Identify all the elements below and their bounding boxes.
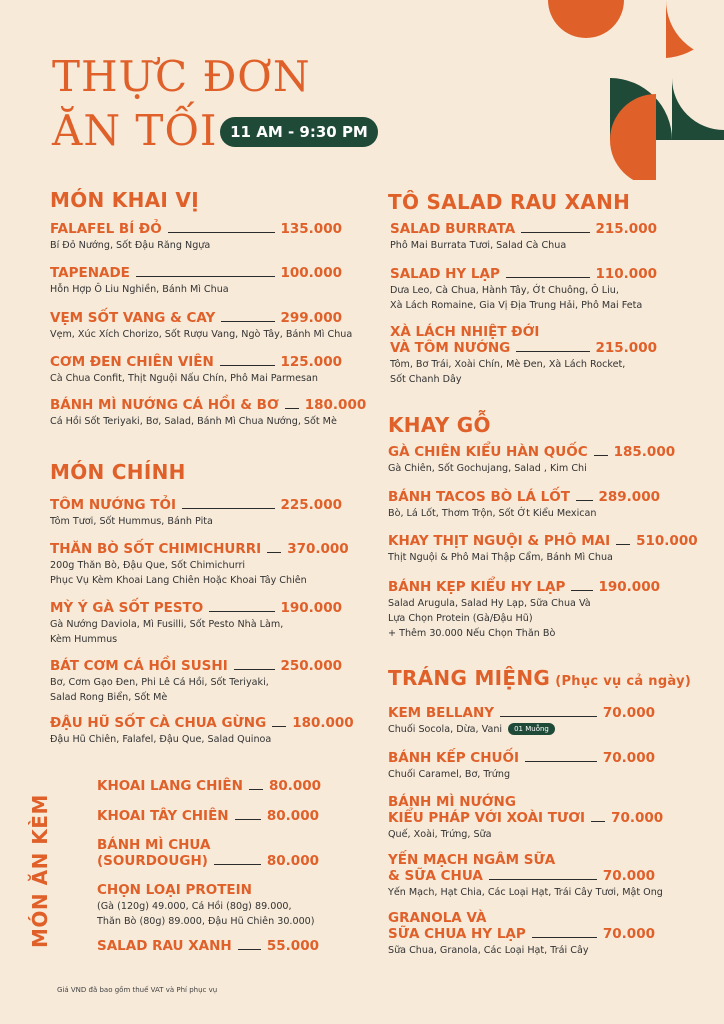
- menu-item-row: [50, 658, 342, 674]
- menu-item-name: MỲ Ý GÀ SỐT PESTO: [50, 600, 204, 616]
- menu-item-price: 70.000: [602, 926, 655, 942]
- menu-item-row: [50, 310, 342, 326]
- menu-item-name: SALAD BURRATA: [390, 221, 516, 237]
- menu-item: [50, 541, 349, 587]
- menu-item-name: ĐẬU HŨ SỐT CÀ CHUA GỪNG: [50, 715, 267, 731]
- menu-item-description: Cà Chua Confit, Thịt Nguội Nấu Chín, Phô Mai Parmesan: [50, 373, 318, 384]
- menu-item-description: + Thêm 30.000 Nếu Chọn Thăn Bò: [388, 628, 556, 639]
- menu-item: [388, 579, 660, 640]
- menu-item-row: [97, 938, 319, 954]
- menu-item-description: Kèm Hummus: [50, 634, 118, 645]
- menu-item: [388, 852, 663, 899]
- menu-item-description: Lựa Chọn Protein (Gà/Đậu Hũ): [388, 613, 533, 624]
- menu-item-name: KHAY THỊT NGUỘI & PHÔ MAI: [388, 533, 611, 549]
- menu-item-row: [50, 265, 342, 281]
- menu-item-description: Gà Chiên, Sốt Gochujang, Salad , Kim Chi: [388, 463, 587, 474]
- menu-item-description: Tôm Tươi, Sốt Hummus, Bánh Pita: [50, 516, 213, 527]
- menu-item: [50, 715, 354, 746]
- menu-item-description: Gà Nướng Daviola, Mì Fusilli, Sốt Pesto Nhà Làm,: [50, 619, 284, 630]
- menu-item-price: 190.000: [598, 579, 660, 595]
- menu-item: [97, 938, 319, 954]
- menu-item-price: 215.000: [595, 340, 657, 356]
- menu-item-name-line2: & SỮA CHUA: [388, 868, 483, 884]
- menu-item-price: 125.000: [280, 354, 342, 370]
- menu-item-description: Dưa Leo, Cà Chua, Hành Tây, Ớt Chuông, Ô Liu,: [390, 285, 619, 296]
- price-leader-line: [235, 819, 261, 820]
- menu-item-price: 289.000: [598, 489, 660, 505]
- price-leader-line: [168, 232, 275, 233]
- menu-item: [390, 266, 657, 312]
- menu-item-name: XÀ LÁCH NHIỆT ĐỚI: [390, 324, 540, 340]
- price-leader-line: [571, 590, 592, 591]
- menu-item-row: [388, 868, 655, 884]
- menu-item-description: Chuối Caramel, Bơ, Trứng: [388, 769, 511, 780]
- menu-item-name-line2: SỮA CHUA HY LẠP: [388, 926, 526, 942]
- menu-item-row: [97, 853, 319, 869]
- menu-item-name: SALAD HY LẠP: [390, 266, 500, 282]
- menu-item-name: CHỌN LOẠI PROTEIN: [97, 882, 252, 898]
- menu-item-price: 180.000: [292, 715, 354, 731]
- menu-item-price: 225.000: [280, 497, 342, 513]
- menu-item-row: [97, 778, 322, 794]
- menu-item-description: Thăn Bò (80g) 89.000, Đậu Hũ Chiên 30.000): [97, 916, 315, 927]
- menu-item-name: THĂN BÒ SỐT CHIMICHURRI: [50, 541, 262, 557]
- decorative-logo: [548, 0, 724, 180]
- price-leader-line: [576, 500, 593, 501]
- menu-item-description: Đậu Hũ Chiên, Falafel, Đậu Que, Salad Quinoa: [50, 734, 272, 745]
- price-leader-line: [214, 864, 261, 865]
- menu-item-name: BÁNH TACOS BÒ LÁ LỐT: [388, 489, 570, 505]
- price-leader-line: [489, 879, 597, 880]
- menu-item-row: [50, 600, 342, 616]
- menu-item: [388, 910, 655, 957]
- menu-item-price: 70.000: [602, 868, 655, 884]
- section-heading-mains: MÓN CHÍNH: [50, 460, 186, 484]
- menu-item: [388, 750, 655, 781]
- menu-item-name-line2: VÀ TÔM NƯỚNG: [390, 340, 511, 356]
- menu-item-name-line2: KIỂU PHÁP VỚI XOÀI TƯƠI: [388, 810, 586, 826]
- section-heading-salads: TÔ SALAD RAU XANH: [388, 190, 631, 214]
- price-leader-line: [209, 611, 274, 612]
- menu-item: [388, 489, 660, 520]
- menu-item-price: 110.000: [595, 266, 657, 282]
- price-leader-line: [516, 351, 589, 352]
- menu-item-description: Yến Mạch, Hạt Chia, Các Loại Hạt, Trái Cây Tươi, Mật Ong: [388, 887, 663, 898]
- menu-item-description: Xà Lách Romaine, Gia Vị Địa Trung Hải, Phô Mai Feta: [390, 300, 643, 311]
- menu-item-name: GRANOLA VÀ: [388, 910, 487, 926]
- page-title-line2: ĂN TỐI: [52, 106, 218, 155]
- menu-item-price: 55.000: [266, 938, 319, 954]
- menu-item-row: [388, 750, 655, 766]
- page-title-line1: THỰC ĐƠN: [52, 52, 311, 101]
- menu-item-description: Vẹm, Xúc Xích Chorizo, Sốt Rượu Vang, Ngò Tây, Bánh Mì Chua: [50, 329, 353, 340]
- menu-item-row: [50, 354, 342, 370]
- menu-item-name: KEM BELLANY: [388, 705, 495, 721]
- menu-item: [388, 533, 698, 564]
- menu-item-name: BÁT CƠM CÁ HỒI SUSHI: [50, 658, 228, 674]
- menu-item-price: 180.000: [304, 397, 367, 413]
- menu-item-row: [50, 715, 354, 731]
- menu-item-price: 100.000: [280, 265, 342, 281]
- menu-item-description: Phục Vụ Kèm Khoai Lang Chiên Hoặc Khoai Tây Chiên: [50, 575, 307, 586]
- menu-item-description: Salad Arugula, Salad Hy Lạp, Sữa Chua Và: [388, 598, 591, 609]
- section-heading-wooden-tray: KHAY GỖ: [388, 413, 491, 437]
- menu-item: [390, 221, 657, 252]
- menu-item-description: Bơ, Cơm Gạo Đen, Phi Lê Cá Hồi, Sốt Teriyaki,: [50, 677, 269, 688]
- menu-item: [50, 265, 342, 296]
- price-leader-line: [238, 949, 261, 950]
- menu-item-price: 215.000: [595, 221, 657, 237]
- menu-item-row: [388, 533, 698, 549]
- price-leader-line: [521, 232, 589, 233]
- menu-item-name: KHOAI TÂY CHIÊN: [97, 808, 229, 824]
- menu-item-row: [50, 221, 342, 237]
- menu-item-price: 80.000: [268, 778, 322, 794]
- menu-item-name: KHOAI LANG CHIÊN: [97, 778, 243, 794]
- menu-item-row: [388, 444, 676, 460]
- price-footnote: Giá VND đã bao gồm thuế VAT và Phí phục vụ: [57, 986, 218, 994]
- menu-item-description: Quế, Xoài, Trứng, Sữa: [388, 829, 492, 840]
- menu-item-description: Phô Mai Burrata Tươi, Salad Cà Chua: [390, 240, 567, 251]
- menu-item: [97, 808, 319, 824]
- menu-item: [97, 778, 322, 794]
- menu-item-row: [50, 397, 367, 413]
- price-leader-line: [267, 552, 281, 553]
- price-leader-line: [500, 716, 597, 717]
- menu-item-description: 200g Thăn Bò, Đậu Que, Sốt Chimichurri: [50, 560, 246, 571]
- price-leader-line: [285, 408, 299, 409]
- menu-item: [388, 794, 664, 841]
- opening-hours-badge: 11 AM - 9:30 PM: [220, 117, 378, 147]
- price-leader-line: [221, 321, 274, 322]
- menu-item-name: BÁNH KẸP KIỂU HY LẠP: [388, 579, 566, 595]
- menu-item-row: [97, 808, 319, 824]
- menu-item-price: 185.000: [613, 444, 676, 460]
- price-leader-line: [525, 761, 597, 762]
- side-dishes-vertical-label: MÓN ĂN KÈM: [28, 794, 52, 948]
- menu-item: [50, 354, 342, 385]
- price-leader-line: [591, 821, 605, 822]
- menu-item-description: Salad Rong Biển, Sốt Mè: [50, 692, 168, 703]
- menu-item-row: [388, 579, 660, 595]
- menu-item-name: YẾN MẠCH NGÂM SỮA: [388, 852, 556, 868]
- menu-item-name: TÔM NƯỚNG TỎI: [50, 497, 176, 513]
- menu-item: [50, 397, 367, 428]
- menu-item: [97, 837, 319, 869]
- dessert-subnote: (Phục vụ cả ngày): [555, 674, 692, 689]
- menu-item-description: Chuối Socola, Dừa, Vani 01 Muỗng: [388, 723, 655, 736]
- menu-item: [50, 658, 342, 704]
- price-leader-line: [616, 544, 630, 545]
- menu-item-price: 135.000: [280, 221, 342, 237]
- menu-item-price: 70.000: [611, 810, 664, 826]
- menu-item-price: 80.000: [266, 808, 319, 824]
- menu-item: [390, 324, 657, 386]
- section-heading-dessert: [388, 666, 691, 690]
- menu-item-row: [390, 266, 657, 282]
- price-leader-line: [506, 277, 590, 278]
- menu-item-name: BÁNH MÌ NƯỚNG: [388, 794, 516, 810]
- menu-item-name: BÁNH KẾP CHUỐI: [388, 750, 519, 766]
- menu-item-description: Cá Hồi Sốt Teriyaki, Bơ, Salad, Bánh Mì Chua Nướng, Sốt Mè: [50, 416, 337, 427]
- dessert-heading-text: TRÁNG MIỆNG: [388, 666, 551, 690]
- menu-item-price: 70.000: [602, 750, 655, 766]
- menu-item-name: SALAD RAU XANH: [97, 938, 232, 954]
- menu-item-name: TAPENADE: [50, 265, 130, 281]
- menu-item-name: BÁNH MÌ NƯỚNG CÁ HỒI & BƠ: [50, 397, 279, 413]
- price-leader-line: [136, 276, 275, 277]
- menu-item-name: CƠM ĐEN CHIÊN VIÊN: [50, 354, 214, 370]
- menu-item-price: 250.000: [280, 658, 342, 674]
- price-leader-line: [272, 726, 286, 727]
- menu-item-price: 510.000: [636, 533, 698, 549]
- menu-item: [50, 497, 342, 528]
- menu-item-price: 80.000: [266, 853, 319, 869]
- menu-item-row: [388, 489, 660, 505]
- price-leader-line: [220, 365, 275, 366]
- menu-item-row: [50, 497, 342, 513]
- section-heading-appetizers: MÓN KHAI VỊ: [50, 188, 199, 212]
- menu-item: [50, 221, 342, 252]
- menu-item-description: Hỗn Hợp Ô Liu Nghiền, Bánh Mì Chua: [50, 284, 229, 295]
- menu-item-name: BÁNH MÌ CHUA: [97, 837, 211, 853]
- price-leader-line: [594, 455, 608, 456]
- menu-item-row: [50, 541, 349, 557]
- menu-item-name-line2: (SOURDOUGH): [97, 853, 208, 869]
- menu-item-description: Thịt Nguội & Phô Mai Thập Cẩm, Bánh Mì Chua: [388, 552, 613, 563]
- menu-item-row: [388, 926, 655, 942]
- menu-item-row: [97, 882, 319, 898]
- menu-item-description: (Gà (120g) 49.000, Cá Hồi (80g) 89.000,: [97, 901, 292, 912]
- menu-item-description: Sữa Chua, Granola, Các Loại Hạt, Trái Cây: [388, 945, 589, 956]
- menu-item-price: 70.000: [602, 705, 655, 721]
- menu-item: [50, 310, 353, 341]
- price-leader-line: [182, 508, 275, 509]
- price-leader-line: [532, 937, 597, 938]
- price-leader-line: [234, 669, 275, 670]
- menu-item-price: 299.000: [280, 310, 342, 326]
- menu-item-row: [388, 810, 664, 826]
- price-leader-line: [249, 789, 263, 790]
- menu-item: [388, 444, 676, 475]
- menu-item-description: Sốt Chanh Dây: [390, 374, 462, 385]
- menu-item: [97, 882, 319, 928]
- menu-item-price: 370.000: [287, 541, 349, 557]
- menu-item-row: [388, 705, 655, 721]
- menu-item-price: 190.000: [280, 600, 342, 616]
- menu-item-name: GÀ CHIÊN KIỂU HÀN QUỐC: [388, 444, 588, 460]
- portion-badge: 01 Muỗng: [508, 723, 555, 735]
- menu-item-row: [390, 221, 657, 237]
- menu-item-row: [390, 340, 657, 356]
- menu-item: [388, 705, 655, 736]
- menu-item-description: Bò, Lá Lốt, Thơm Trộn, Sốt Ớt Kiểu Mexican: [388, 508, 597, 519]
- menu-item-name: FALAFEL BÍ ĐỎ: [50, 221, 162, 237]
- menu-item-description: Tôm, Bơ Trái, Xoài Chín, Mè Đen, Xà Lách Rocket,: [390, 359, 626, 370]
- menu-item-description: Bí Đỏ Nướng, Sốt Đậu Răng Ngựa: [50, 240, 211, 251]
- menu-item: [50, 600, 342, 646]
- menu-item-name: VẸM SỐT VANG & CAY: [50, 310, 216, 326]
